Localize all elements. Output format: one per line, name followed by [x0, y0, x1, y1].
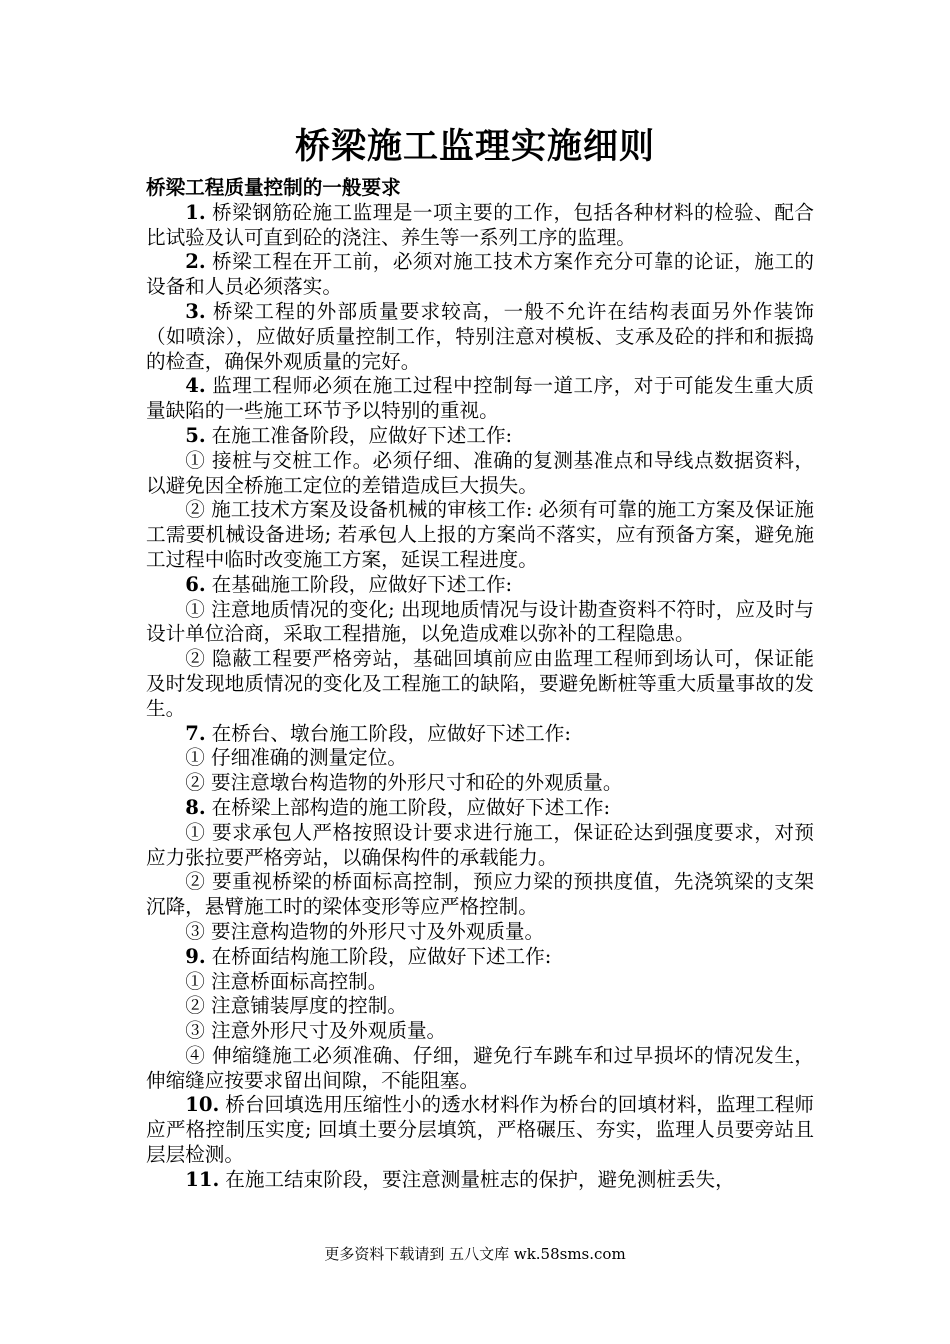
paragraph-text: 在施工准备阶段，应做好下述工作: — [211, 423, 513, 447]
paragraph-10 — [146, 1093, 814, 1167]
paragraph-number: 2. — [185, 250, 206, 274]
sub-item: ② 要重视桥梁的桥面标高控制，预应力梁的预拱度值，先浇筑梁的支架沉降，悬臂施工时的梁体变形等应严格控制。 — [146, 870, 814, 919]
paragraph-4 — [146, 374, 814, 424]
sub-item: ③ 要注意构造物的外形尺寸及外观质量。 — [185, 919, 545, 943]
paragraph-3 — [146, 300, 814, 374]
paragraph-number: 11. — [185, 1167, 220, 1191]
document-body — [146, 176, 814, 1193]
paragraph-9 — [146, 945, 814, 970]
paragraph-number: 10. — [185, 1093, 220, 1117]
paragraph-text: 在桥台、墩台施工阶段，应做好下述工作: — [211, 721, 571, 745]
section-heading: 桥梁工程质量控制的一般要求 — [146, 176, 401, 199]
paragraph-text: 在桥面结构施工阶段，应做好下述工作: — [211, 944, 552, 968]
paragraph-8 — [146, 796, 814, 821]
paragraph-number: 5. — [185, 423, 206, 447]
paragraph-number: 7. — [185, 721, 206, 745]
page-title: 桥梁施工监理实施细则 — [294, 126, 655, 167]
paragraph-text: 在桥梁上部构造的施工阶段，应做好下述工作: — [211, 795, 611, 819]
sub-item: ① 注意地质情况的变化; 出现地质情况与设计勘查资料不符时，应及时与设计单位洽商，采取工程措施，以免造成难以弥补的工程隐患。 — [146, 597, 814, 646]
sub-item: ① 要求承包人严格按照设计要求进行施工，保证砼达到强度要求，对预应力张拉要严格旁站，以确保构件的承载能力。 — [146, 820, 814, 869]
paragraph-11 — [146, 1168, 814, 1193]
paragraph-text: 桥梁钢筋砼施工监理是一项主要的工作，包括各种材料的检验、配合比试验及认可直到砼的浇注、养生等一系列工序的监理。 — [146, 200, 814, 249]
paragraph-7 — [146, 722, 814, 747]
paragraph-6 — [146, 573, 814, 598]
sub-item: ② 隐蔽工程要严格旁站，基础回填前应由监理工程师到场认可，保证能及时发现地质情况的变化及工程施工的缺陷，要避免断桩等重大质量事故的发生。 — [146, 647, 814, 720]
sub-item: ① 仔细准确的测量定位。 — [185, 746, 407, 770]
paragraph-1 — [146, 201, 814, 251]
paragraph-number: 8. — [185, 795, 206, 819]
sub-item: ② 施工技术方案及设备机械的审核工作: 必须有可靠的施工方案及保证施工需要机械设备进场; 若承包人上报的方案尚不落实，应有预备方案，避免施工过程中临时改变施工方案，延误工程进度。 — [146, 498, 814, 571]
paragraph-text: 在施工结束阶段，要注意测量桩志的保护，避免测桩丢失， — [225, 1167, 735, 1191]
paragraph-number: 4. — [185, 374, 206, 398]
paragraph-text: 桥梁工程的外部质量要求较高，一般不允许在结构表面另外作装饰（如喷涂），应做好质量控制工作，特别注意对模板、支承及砼的拌和和振捣的检查，确保外观质量的完好。 — [146, 299, 814, 373]
paragraph-5 — [146, 424, 814, 449]
sub-item: ① 接桩与交桩工作。必须仔细、准确的复测基准点和导线点数据资料，以避免因全桥施工定位的差错造成巨大损失。 — [146, 448, 814, 497]
footer-note: 更多资料下载请到 五八文库 wk.58sms.com — [324, 1245, 626, 1263]
paragraph-text: 监理工程师必须在施工过程中控制每一道工序，对于可能发生重大质量缺陷的一些施工环节予以特别的重视。 — [146, 374, 814, 423]
paragraph-text: 桥台回填选用压缩性小的透水材料作为桥台的回填材料，监理工程师应严格控制压实度; 回填土要分层填筑，严格碾压、夯实，监理人员要旁站且层层检测。 — [146, 1093, 814, 1167]
paragraph-text: 桥梁工程在开工前，必须对施工技术方案作充分可靠的论证，施工的设备和人员必须落实。 — [146, 250, 814, 299]
sub-item: ④ 伸缩缝施工必须准确、仔细，避免行车跳车和过早损坏的情况发生，伸缩缝应按要求留出间隙，不能阻塞。 — [146, 1043, 814, 1092]
paragraph-text: 在基础施工阶段，应做好下述工作: — [211, 572, 513, 596]
sub-item: ② 注意铺装厚度的控制。 — [185, 994, 407, 1018]
paragraph-number: 9. — [185, 944, 206, 968]
paragraph-number: 6. — [185, 572, 206, 596]
sub-item: ① 注意桥面标高控制。 — [185, 969, 388, 993]
paragraph-2 — [146, 250, 814, 300]
sub-item: ② 要注意墩台构造物的外形尺寸和砼的外观质量。 — [185, 771, 623, 795]
paragraph-number: 3. — [185, 299, 206, 323]
paragraph-number: 1. — [185, 200, 206, 224]
sub-item: ③ 注意外形尺寸及外观质量。 — [185, 1019, 447, 1043]
